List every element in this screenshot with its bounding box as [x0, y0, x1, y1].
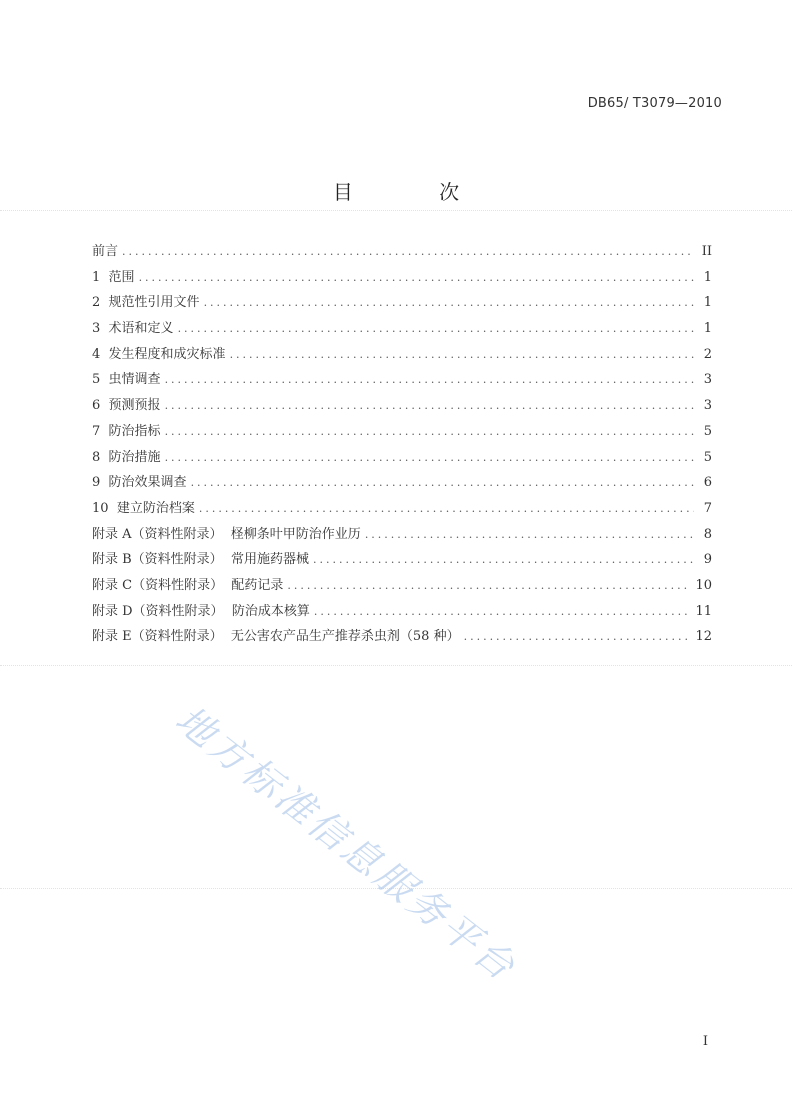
- toc-entry[interactable]: [92, 343, 712, 369]
- toc-leader-dots: [165, 399, 694, 412]
- toc-entry-label: 常用施药器械: [230, 552, 309, 568]
- toc-entry-label: 虫情调查: [108, 372, 161, 388]
- toc-entry-number: 附录 C（资料性附录）: [92, 577, 232, 593]
- toc-entry[interactable]: [92, 625, 712, 651]
- toc-entry-page: 9: [703, 552, 712, 568]
- toc-leader-dots: [464, 630, 692, 643]
- toc-entry-label: 防治措施: [108, 449, 161, 465]
- toc-entry-label: 前言: [92, 244, 119, 259]
- toc-entry[interactable]: [92, 548, 712, 574]
- toc-entry-page: 3: [703, 372, 712, 388]
- toc-entry-page: 3: [703, 398, 712, 414]
- toc-entry-label: 配药记录: [231, 577, 284, 593]
- toc-entry[interactable]: [92, 574, 712, 600]
- toc-leader-dots: [230, 348, 694, 361]
- page-title: 目 次: [332, 180, 500, 204]
- toc-leader-dots: [165, 451, 694, 464]
- toc-entry-number: 4: [92, 346, 109, 362]
- toc-leader-dots: [199, 502, 694, 515]
- watermark: 地方标准信息服务平台: [167, 697, 526, 991]
- toc-entry[interactable]: [92, 600, 712, 626]
- page-number: I: [702, 1034, 708, 1049]
- document-code: DB65/ T3079—2010: [587, 96, 722, 111]
- toc-entry-page: II: [701, 244, 712, 259]
- toc-entry-number: 5: [92, 372, 109, 388]
- toc-entry[interactable]: [92, 497, 712, 523]
- toc-entry[interactable]: [92, 291, 712, 317]
- toc-entry-label: 范围: [108, 269, 135, 285]
- toc-entry-page: 5: [703, 449, 712, 465]
- toc-entry-page: 1: [703, 295, 712, 311]
- toc-entry-label: 无公害农产品生产推荐杀虫剂（58 种）: [230, 629, 460, 645]
- toc-entry-label: 预测预报: [108, 398, 161, 414]
- toc-entry[interactable]: [92, 368, 712, 394]
- toc-leader-dots: [313, 553, 694, 566]
- toc-leader-dots: [191, 476, 694, 489]
- toc-entry-number: 1: [92, 269, 109, 285]
- toc-leader-dots: [204, 296, 694, 309]
- toc-entry-number: 2: [92, 295, 109, 311]
- toc-entry-page: 7: [703, 500, 712, 516]
- toc-entry-page: 5: [703, 423, 712, 439]
- toc-entry-number: 附录 B（资料性附录）: [92, 552, 231, 568]
- toc-entry-number: 附录 A（资料性附录）: [92, 526, 231, 542]
- toc-entry-number: 6: [92, 398, 109, 414]
- toc-leader-dots: [178, 322, 694, 335]
- toc-entry[interactable]: [92, 266, 712, 292]
- toc-entry[interactable]: [92, 240, 712, 266]
- toc-entry-label: 规范性引用文件: [108, 295, 200, 311]
- toc-entry-page: 10: [695, 577, 712, 593]
- toc-entry-number: 3: [92, 321, 109, 337]
- toc-entry-number: 9: [92, 475, 109, 491]
- toc-entry[interactable]: [92, 317, 712, 343]
- toc-entry-number: 附录 D（资料性附录）: [92, 603, 232, 619]
- toc-leader-dots: [365, 528, 694, 541]
- toc-entry-page: 1: [703, 269, 712, 285]
- toc-entry-number: 8: [92, 449, 109, 465]
- toc-entry-page: 6: [703, 475, 712, 491]
- toc-entry[interactable]: [92, 523, 712, 549]
- toc-entry-page: 11: [695, 603, 712, 619]
- toc-leader-dots: [287, 579, 691, 592]
- toc-entry[interactable]: [92, 446, 712, 472]
- toc-entry-page: 1: [703, 321, 712, 337]
- toc-entry-label: 防治效果调查: [108, 475, 187, 491]
- toc-entry-label: 建立防治档案: [116, 500, 195, 516]
- toc-entry-label: 防治成本核算: [231, 603, 310, 619]
- toc-entry-page: 2: [703, 346, 712, 362]
- toc-entry-label: 防治指标: [108, 423, 161, 439]
- toc-leader-dots: [165, 373, 694, 386]
- toc-leader-dots: [122, 245, 694, 258]
- table-of-contents: [92, 240, 712, 651]
- toc-entry-page: 12: [695, 629, 712, 645]
- toc-entry-number: 7: [92, 423, 109, 439]
- toc-entry-number: 10: [92, 500, 117, 516]
- toc-entry-label: 柽柳条叶甲防治作业历: [230, 526, 361, 542]
- toc-leader-dots: [139, 271, 694, 284]
- toc-entry-number: 附录 E（资料性附录）: [92, 629, 231, 645]
- toc-entry[interactable]: [92, 471, 712, 497]
- toc-leader-dots: [314, 605, 692, 618]
- toc-entry-label: 术语和定义: [108, 321, 174, 337]
- toc-entry-page: 8: [703, 526, 712, 542]
- toc-entry[interactable]: [92, 394, 712, 420]
- toc-entry[interactable]: [92, 420, 712, 446]
- toc-entry-label: 发生程度和成灾标准: [108, 346, 226, 362]
- toc-leader-dots: [165, 425, 694, 438]
